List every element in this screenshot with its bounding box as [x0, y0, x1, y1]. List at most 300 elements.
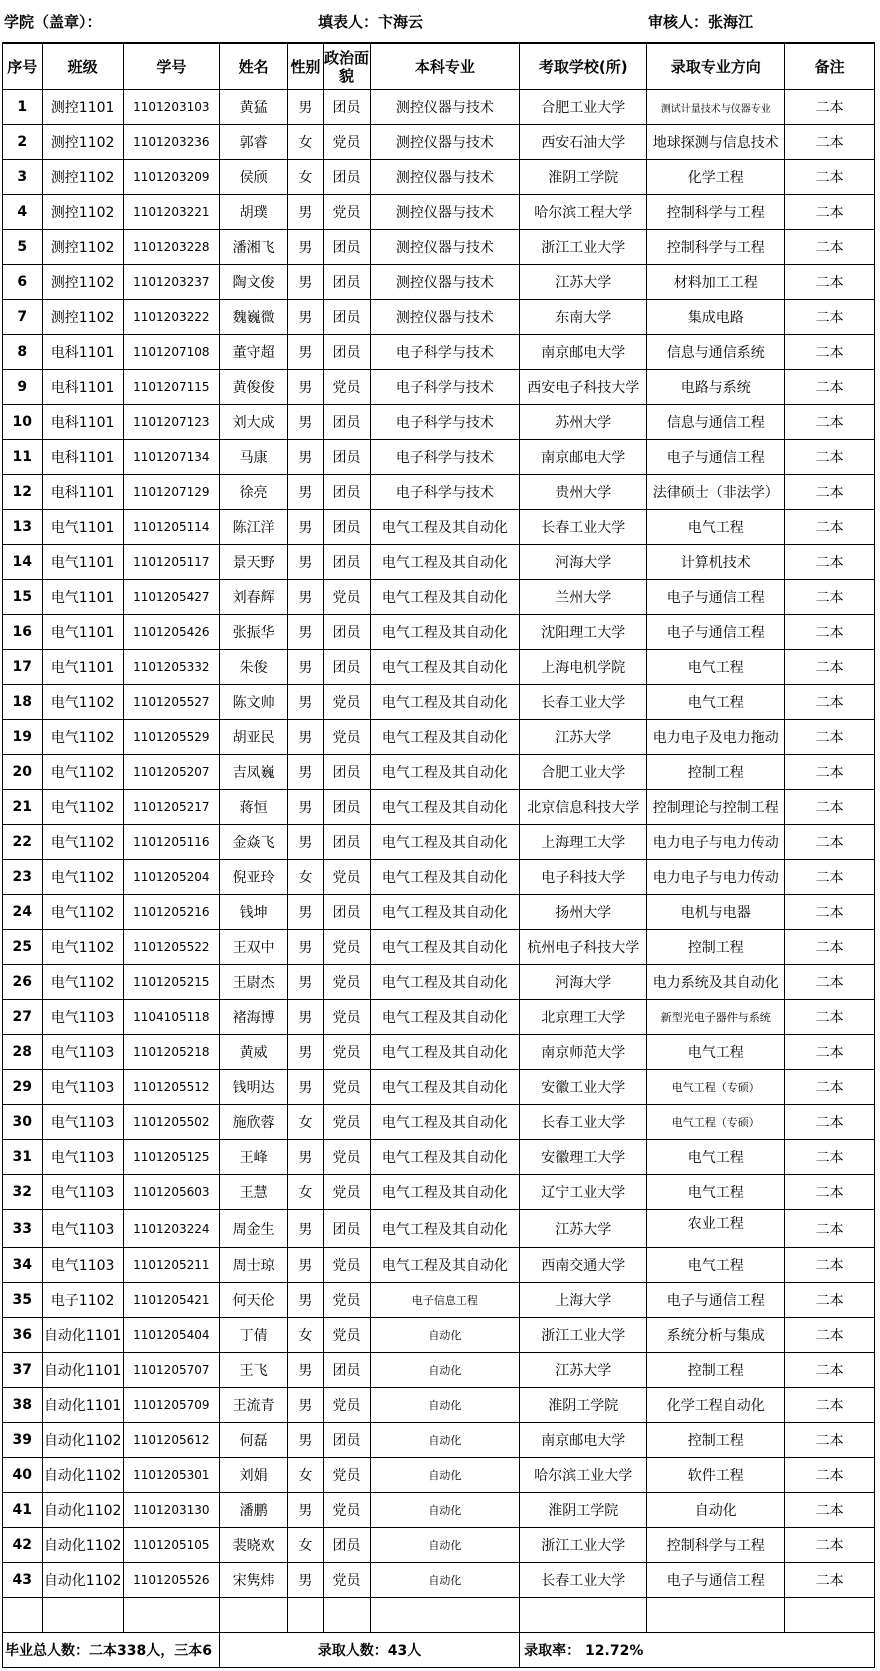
gender-cell: 男: [288, 1000, 323, 1035]
direction-cell: 电气工程（专硕）: [647, 1070, 785, 1105]
col-header-name: 姓名: [219, 43, 287, 90]
school-cell: 长春工业大学: [520, 1563, 647, 1598]
name-cell: 黄威: [219, 1035, 287, 1070]
remark-cell: 二本: [785, 1528, 875, 1563]
table-row: [3, 1210, 875, 1248]
student-id-cell: 1101203222: [123, 300, 219, 335]
student-id-cell: 1101207123: [123, 405, 219, 440]
seq-cell: 5: [3, 230, 43, 265]
remark-cell: 二本: [785, 195, 875, 230]
school-cell: 合肥工业大学: [520, 90, 647, 125]
seq-cell: 43: [3, 1563, 43, 1598]
name-cell: 周士琼: [219, 1248, 287, 1283]
political-cell: 团员: [323, 790, 370, 825]
seq-cell: 4: [3, 195, 43, 230]
empty-row: [3, 1598, 875, 1633]
name-cell: 徐亮: [219, 475, 287, 510]
gender-cell: 男: [288, 1388, 323, 1423]
table-row: [3, 720, 875, 755]
name-cell: 陶文俊: [219, 265, 287, 300]
col-header-school: 考取学校(所): [520, 43, 647, 90]
school-cell: 扬州大学: [520, 895, 647, 930]
direction-cell: 控制工程: [647, 930, 785, 965]
table-row: [3, 1175, 875, 1210]
major-cell: 电气工程及其自动化: [370, 650, 520, 685]
table-row: [3, 685, 875, 720]
direction-cell: 电力电子及电力拖动: [647, 720, 785, 755]
gender-cell: 男: [288, 1283, 323, 1318]
remark-cell: 二本: [785, 1493, 875, 1528]
form-header: [0, 0, 880, 42]
gender-cell: 男: [288, 265, 323, 300]
remark-cell: 二本: [785, 965, 875, 1000]
political-cell: 党员: [323, 1140, 370, 1175]
direction-cell: 电气工程: [647, 1248, 785, 1283]
school-cell: 江苏大学: [520, 720, 647, 755]
student-id-cell: 1101205612: [123, 1423, 219, 1458]
major-cell: 测控仪器与技术: [370, 265, 520, 300]
political-cell: 团员: [323, 405, 370, 440]
major-cell: 电气工程及其自动化: [370, 755, 520, 790]
name-cell: 裴晓欢: [219, 1528, 287, 1563]
major-cell: 自动化: [370, 1353, 520, 1388]
remark-cell: 二本: [785, 1283, 875, 1318]
remark-cell: 二本: [785, 895, 875, 930]
major-cell: 电子信息工程: [370, 1283, 520, 1318]
class-cell: 电气1103: [42, 1105, 123, 1140]
class-cell: 电科1101: [42, 440, 123, 475]
direction-cell: 电子与通信工程: [647, 1563, 785, 1598]
school-cell: 南京师范大学: [520, 1035, 647, 1070]
school-cell: 沈阳理工大学: [520, 615, 647, 650]
direction-cell: 信息与通信工程: [647, 405, 785, 440]
class-cell: 自动化1102: [42, 1528, 123, 1563]
class-cell: 电气1101: [42, 650, 123, 685]
gender-cell: 男: [288, 685, 323, 720]
student-id-cell: 1101205105: [123, 1528, 219, 1563]
class-cell: 电气1103: [42, 1035, 123, 1070]
student-id-cell: 1101203237: [123, 265, 219, 300]
name-cell: 郭睿: [219, 125, 287, 160]
political-cell: 党员: [323, 1000, 370, 1035]
direction-cell: 电气工程: [647, 650, 785, 685]
name-cell: 黄猛: [219, 90, 287, 125]
student-id-cell: 1101207108: [123, 335, 219, 370]
seq-cell: 31: [3, 1140, 43, 1175]
class-cell: 电科1101: [42, 335, 123, 370]
name-cell: 陈文帅: [219, 685, 287, 720]
class-cell: 自动化1102: [42, 1458, 123, 1493]
remark-cell: 二本: [785, 860, 875, 895]
political-cell: 团员: [323, 650, 370, 685]
school-cell: 安徽工业大学: [520, 1070, 647, 1105]
class-cell: 电气1102: [42, 685, 123, 720]
school-cell: 合肥工业大学: [520, 755, 647, 790]
class-cell: 电气1101: [42, 580, 123, 615]
remark-cell: 二本: [785, 930, 875, 965]
direction-cell: 控制科学与工程: [647, 230, 785, 265]
name-cell: 丁倩: [219, 1318, 287, 1353]
class-cell: 电气1103: [42, 1140, 123, 1175]
direction-cell: 电子与通信工程: [647, 440, 785, 475]
table-row: [3, 1000, 875, 1035]
class-cell: 自动化1101: [42, 1318, 123, 1353]
table-row: [3, 510, 875, 545]
remark-cell: 二本: [785, 300, 875, 335]
table-row: [3, 1248, 875, 1283]
name-cell: 钱明达: [219, 1070, 287, 1105]
major-cell: 电气工程及其自动化: [370, 1140, 520, 1175]
direction-cell: 电子与通信工程: [647, 615, 785, 650]
table-header-row: [3, 43, 875, 90]
school-cell: 江苏大学: [520, 1210, 647, 1248]
class-cell: 电气1101: [42, 545, 123, 580]
graduates-total: 毕业总人数：二本338人，三本6: [3, 1633, 220, 1668]
student-id-cell: 1101205116: [123, 825, 219, 860]
table-row: [3, 930, 875, 965]
political-cell: 党员: [323, 1318, 370, 1353]
political-cell: 团员: [323, 230, 370, 265]
gender-cell: 男: [288, 335, 323, 370]
gender-cell: 男: [288, 1563, 323, 1598]
gender-cell: 女: [288, 1528, 323, 1563]
school-cell: 辽宁工业大学: [520, 1175, 647, 1210]
major-cell: 电气工程及其自动化: [370, 825, 520, 860]
school-cell: 北京理工大学: [520, 1000, 647, 1035]
table-row: [3, 965, 875, 1000]
gender-cell: 男: [288, 1423, 323, 1458]
table-row: [3, 1283, 875, 1318]
political-cell: 团员: [323, 825, 370, 860]
gender-cell: 男: [288, 720, 323, 755]
major-cell: 电气工程及其自动化: [370, 860, 520, 895]
political-cell: 团员: [323, 300, 370, 335]
table-row: [3, 860, 875, 895]
political-cell: 党员: [323, 860, 370, 895]
table-row: [3, 125, 875, 160]
school-cell: 淮阴工学院: [520, 160, 647, 195]
name-cell: 董守超: [219, 335, 287, 370]
political-cell: 团员: [323, 895, 370, 930]
table-row: [3, 580, 875, 615]
gender-cell: 男: [288, 1035, 323, 1070]
class-cell: 电科1101: [42, 475, 123, 510]
student-id-cell: 1101203224: [123, 1210, 219, 1248]
school-cell: 淮阴工学院: [520, 1388, 647, 1423]
major-cell: 电子科学与技术: [370, 405, 520, 440]
class-cell: 电气1103: [42, 1210, 123, 1248]
class-cell: 测控1102: [42, 300, 123, 335]
school-cell: 兰州大学: [520, 580, 647, 615]
table-row: [3, 1423, 875, 1458]
political-cell: 党员: [323, 1563, 370, 1598]
class-cell: 测控1102: [42, 125, 123, 160]
school-cell: 江苏大学: [520, 1353, 647, 1388]
school-cell: 北京信息科技大学: [520, 790, 647, 825]
political-cell: 团员: [323, 545, 370, 580]
major-cell: 测控仪器与技术: [370, 160, 520, 195]
remark-cell: 二本: [785, 475, 875, 510]
school-cell: 上海大学: [520, 1283, 647, 1318]
political-cell: 团员: [323, 90, 370, 125]
seq-cell: 8: [3, 335, 43, 370]
seq-cell: 37: [3, 1353, 43, 1388]
gender-cell: 男: [288, 1353, 323, 1388]
table-row: [3, 370, 875, 405]
direction-cell: 电力系统及其自动化: [647, 965, 785, 1000]
major-cell: 电子科学与技术: [370, 440, 520, 475]
major-cell: 电气工程及其自动化: [370, 720, 520, 755]
student-id-cell: 1101207129: [123, 475, 219, 510]
table-row: [3, 405, 875, 440]
school-cell: 电子科技大学: [520, 860, 647, 895]
table-row: [3, 545, 875, 580]
seq-cell: 11: [3, 440, 43, 475]
school-cell: 长春工业大学: [520, 510, 647, 545]
class-cell: 电气1102: [42, 860, 123, 895]
seq-cell: 16: [3, 615, 43, 650]
direction-cell: 化学工程自动化: [647, 1388, 785, 1423]
major-cell: 电气工程及其自动化: [370, 1035, 520, 1070]
seq-cell: 6: [3, 265, 43, 300]
seq-cell: 42: [3, 1528, 43, 1563]
class-cell: 电气1102: [42, 720, 123, 755]
seq-cell: 38: [3, 1388, 43, 1423]
remark-cell: 二本: [785, 1210, 875, 1248]
remark-cell: 二本: [785, 1353, 875, 1388]
name-cell: 褚海博: [219, 1000, 287, 1035]
direction-cell: 新型光电子器件与系统: [647, 1000, 785, 1035]
major-cell: 电气工程及其自动化: [370, 1070, 520, 1105]
student-id-cell: 1101205421: [123, 1283, 219, 1318]
name-cell: 蒋恒: [219, 790, 287, 825]
political-cell: 党员: [323, 125, 370, 160]
table-row: [3, 475, 875, 510]
student-id-cell: 1101205207: [123, 755, 219, 790]
seq-cell: 30: [3, 1105, 43, 1140]
major-cell: 电气工程及其自动化: [370, 790, 520, 825]
seq-cell: 41: [3, 1493, 43, 1528]
name-cell: 王双中: [219, 930, 287, 965]
major-cell: 自动化: [370, 1318, 520, 1353]
seq-cell: 12: [3, 475, 43, 510]
table-row: [3, 825, 875, 860]
remark-cell: 二本: [785, 265, 875, 300]
gender-cell: 男: [288, 1070, 323, 1105]
student-id-cell: 1101205216: [123, 895, 219, 930]
student-id-cell: 1101205526: [123, 1563, 219, 1598]
student-id-cell: 1101205114: [123, 510, 219, 545]
major-cell: 测控仪器与技术: [370, 125, 520, 160]
admission-table: [2, 42, 875, 1668]
student-id-cell: 1101205125: [123, 1140, 219, 1175]
political-cell: 团员: [323, 335, 370, 370]
major-cell: 电气工程及其自动化: [370, 580, 520, 615]
direction-cell: 地球探测与信息技术: [647, 125, 785, 160]
political-cell: 党员: [323, 195, 370, 230]
student-id-cell: 1101205709: [123, 1388, 219, 1423]
major-cell: 电气工程及其自动化: [370, 1210, 520, 1248]
major-cell: 自动化: [370, 1493, 520, 1528]
class-cell: 自动化1102: [42, 1563, 123, 1598]
student-id-cell: 1101205707: [123, 1353, 219, 1388]
table-row: [3, 1105, 875, 1140]
table-row: [3, 755, 875, 790]
school-cell: 安徽理工大学: [520, 1140, 647, 1175]
direction-cell: 电气工程: [647, 1175, 785, 1210]
class-cell: 自动化1101: [42, 1353, 123, 1388]
political-cell: 党员: [323, 370, 370, 405]
remark-cell: 二本: [785, 440, 875, 475]
school-cell: 上海电机学院: [520, 650, 647, 685]
name-cell: 宋隽炜: [219, 1563, 287, 1598]
gender-cell: 男: [288, 510, 323, 545]
remark-cell: 二本: [785, 1248, 875, 1283]
remark-cell: 二本: [785, 370, 875, 405]
name-cell: 景天野: [219, 545, 287, 580]
remark-cell: 二本: [785, 720, 875, 755]
school-cell: 东南大学: [520, 300, 647, 335]
admitted-count: 录取人数：43人: [219, 1633, 519, 1668]
direction-cell: 计算机技术: [647, 545, 785, 580]
class-cell: 电气1102: [42, 895, 123, 930]
name-cell: 倪亚玲: [219, 860, 287, 895]
table-row: [3, 895, 875, 930]
political-cell: 团员: [323, 615, 370, 650]
school-cell: 南京邮电大学: [520, 335, 647, 370]
direction-cell: 软件工程: [647, 1458, 785, 1493]
student-id-cell: 1101205117: [123, 545, 219, 580]
student-id-cell: 1101205332: [123, 650, 219, 685]
major-cell: 电气工程及其自动化: [370, 930, 520, 965]
name-cell: 吉凤巍: [219, 755, 287, 790]
seq-cell: 19: [3, 720, 43, 755]
seq-cell: 13: [3, 510, 43, 545]
political-cell: 团员: [323, 1423, 370, 1458]
name-cell: 胡亚民: [219, 720, 287, 755]
political-cell: 党员: [323, 1458, 370, 1493]
direction-cell: 电路与系统: [647, 370, 785, 405]
class-cell: 测控1102: [42, 230, 123, 265]
seq-cell: 22: [3, 825, 43, 860]
direction-cell: 电子与通信工程: [647, 580, 785, 615]
major-cell: 自动化: [370, 1458, 520, 1493]
political-cell: 党员: [323, 685, 370, 720]
direction-cell: 集成电路: [647, 300, 785, 335]
major-cell: 电气工程及其自动化: [370, 685, 520, 720]
direction-cell: 控制科学与工程: [647, 1528, 785, 1563]
gender-cell: 女: [288, 1175, 323, 1210]
class-cell: 电科1101: [42, 370, 123, 405]
table-row: [3, 195, 875, 230]
table-row: [3, 1493, 875, 1528]
school-cell: 哈尔滨工程大学: [520, 195, 647, 230]
remark-cell: 二本: [785, 1070, 875, 1105]
seq-cell: 3: [3, 160, 43, 195]
school-cell: 西安电子科技大学: [520, 370, 647, 405]
student-id-cell: 1101203130: [123, 1493, 219, 1528]
direction-cell: 电机与电器: [647, 895, 785, 930]
table-row: [3, 1140, 875, 1175]
name-cell: 潘湘飞: [219, 230, 287, 265]
school-cell: 西南交通大学: [520, 1248, 647, 1283]
gender-cell: 男: [288, 895, 323, 930]
col-header-gender: 性别: [288, 43, 323, 90]
political-cell: 党员: [323, 965, 370, 1000]
remark-cell: 二本: [785, 755, 875, 790]
seq-cell: 20: [3, 755, 43, 790]
name-cell: 魏巍微: [219, 300, 287, 335]
school-cell: 苏州大学: [520, 405, 647, 440]
class-cell: 测控1102: [42, 160, 123, 195]
major-cell: 自动化: [370, 1563, 520, 1598]
direction-cell: 电气工程: [647, 1035, 785, 1070]
major-cell: 电气工程及其自动化: [370, 510, 520, 545]
gender-cell: 男: [288, 195, 323, 230]
remark-cell: 二本: [785, 545, 875, 580]
school-cell: 南京邮电大学: [520, 1423, 647, 1458]
school-cell: 长春工业大学: [520, 1105, 647, 1140]
seq-cell: 39: [3, 1423, 43, 1458]
major-cell: 电气工程及其自动化: [370, 1000, 520, 1035]
political-cell: 团员: [323, 160, 370, 195]
direction-cell: 控制工程: [647, 1353, 785, 1388]
seq-cell: 40: [3, 1458, 43, 1493]
gender-cell: 男: [288, 230, 323, 265]
name-cell: 张振华: [219, 615, 287, 650]
class-cell: 电气1103: [42, 1070, 123, 1105]
direction-cell: 信息与通信系统: [647, 335, 785, 370]
remark-cell: 二本: [785, 580, 875, 615]
class-cell: 电气1101: [42, 615, 123, 650]
direction-cell: 测试计量技术与仪器专业: [647, 90, 785, 125]
col-header-seq: 序号: [3, 43, 43, 90]
col-header-direction: 录取专业方向: [647, 43, 785, 90]
class-cell: 自动化1101: [42, 1388, 123, 1423]
table-row: [3, 615, 875, 650]
name-cell: 刘大成: [219, 405, 287, 440]
student-id-cell: 1101205426: [123, 615, 219, 650]
direction-cell: 系统分析与集成: [647, 1318, 785, 1353]
class-cell: 测控1101: [42, 90, 123, 125]
remark-cell: 二本: [785, 510, 875, 545]
remark-cell: 二本: [785, 1035, 875, 1070]
table-row: [3, 265, 875, 300]
class-cell: 电气1103: [42, 1248, 123, 1283]
table-row: [3, 650, 875, 685]
table-row: [3, 440, 875, 475]
student-id-cell: 1101205427: [123, 580, 219, 615]
seq-cell: 18: [3, 685, 43, 720]
remark-cell: 二本: [785, 90, 875, 125]
major-cell: 测控仪器与技术: [370, 300, 520, 335]
table-row: [3, 1353, 875, 1388]
student-id-cell: 1101203103: [123, 90, 219, 125]
col-header-remark: 备注: [785, 43, 875, 90]
col-header-class: 班级: [42, 43, 123, 90]
direction-cell: 电气工程（专硕）: [647, 1105, 785, 1140]
seq-cell: 14: [3, 545, 43, 580]
class-cell: 电气1102: [42, 755, 123, 790]
name-cell: 陈江洋: [219, 510, 287, 545]
remark-cell: 二本: [785, 650, 875, 685]
remark-cell: 二本: [785, 405, 875, 440]
student-id-cell: 1101205512: [123, 1070, 219, 1105]
student-id-cell: 1101205404: [123, 1318, 219, 1353]
school-cell: 哈尔滨工业大学: [520, 1458, 647, 1493]
student-id-cell: 1101205204: [123, 860, 219, 895]
remark-cell: 二本: [785, 1000, 875, 1035]
